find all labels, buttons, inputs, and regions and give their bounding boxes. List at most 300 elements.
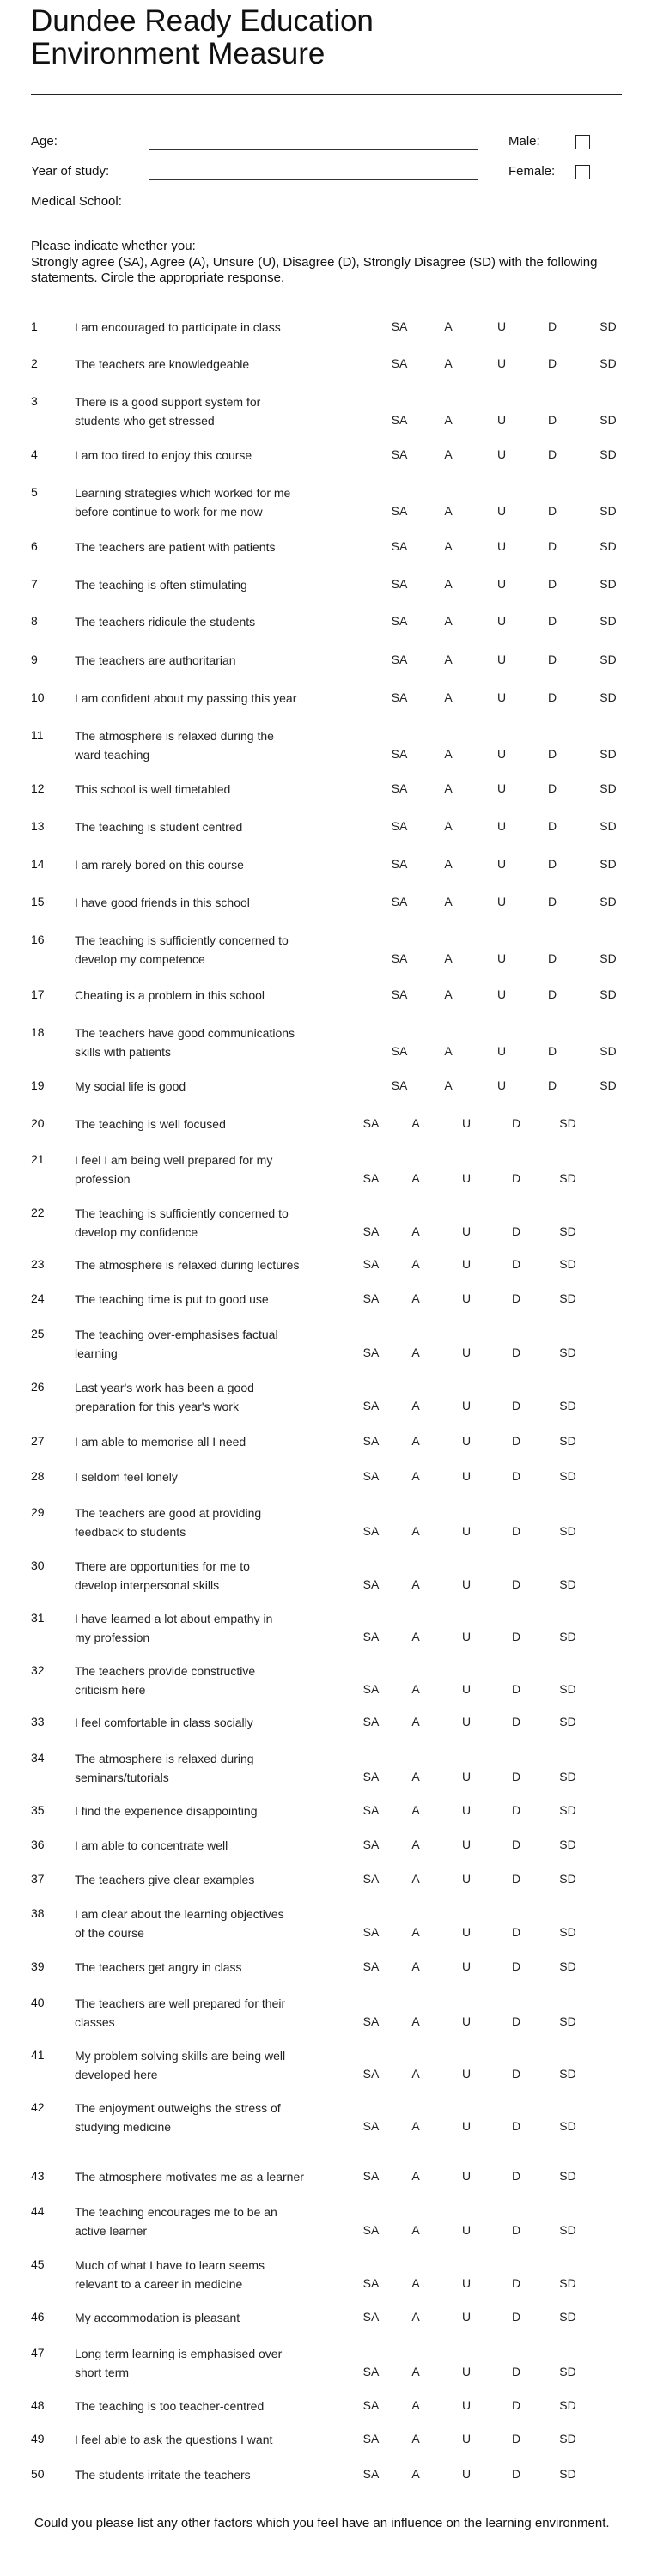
response-option-a[interactable]: A — [411, 1682, 420, 1696]
response-option-u[interactable]: U — [496, 1044, 507, 1058]
response-option-d[interactable]: D — [511, 1524, 521, 1538]
response-option-u[interactable]: U — [461, 2067, 472, 2081]
response-option-sa[interactable]: SA — [362, 2365, 380, 2379]
response-option-sa[interactable]: SA — [391, 690, 408, 704]
item-number: 18 — [31, 1025, 45, 1039]
response-option-sa[interactable]: SA — [362, 1224, 380, 1238]
response-option-d[interactable]: D — [511, 1346, 521, 1359]
item-number: 25 — [31, 1327, 45, 1340]
response-option-sd[interactable]: SD — [599, 614, 617, 628]
response-option-sd[interactable]: SD — [599, 690, 617, 704]
response-option-sa[interactable]: SA — [362, 1715, 380, 1728]
response-option-d[interactable]: D — [511, 1682, 521, 1696]
response-option-a[interactable]: A — [411, 2467, 420, 2481]
response-option-sd[interactable]: SD — [559, 1346, 576, 1359]
response-option-d[interactable]: D — [511, 1770, 521, 1783]
response-option-u[interactable]: U — [461, 1872, 472, 1886]
response-option-sa[interactable]: SA — [391, 951, 408, 965]
response-option-d[interactable]: D — [511, 2169, 521, 2183]
response-option-a[interactable]: A — [411, 1469, 420, 1483]
response-option-sd[interactable]: SD — [559, 2119, 576, 2133]
response-option-u[interactable]: U — [461, 2119, 472, 2133]
response-option-sd[interactable]: SD — [599, 504, 617, 518]
response-option-sd[interactable]: SD — [599, 1044, 617, 1058]
response-option-sa[interactable]: SA — [391, 1044, 408, 1058]
response-option-u[interactable]: U — [461, 1116, 472, 1130]
response-option-u[interactable]: U — [496, 539, 507, 553]
response-option-sa[interactable]: SA — [362, 1959, 380, 1973]
response-option-sd[interactable]: SD — [559, 1224, 576, 1238]
response-option-sd[interactable]: SD — [599, 447, 617, 461]
response-option-u[interactable]: U — [461, 1171, 472, 1185]
response-option-a[interactable]: A — [444, 690, 453, 704]
response-option-sd[interactable]: SD — [559, 2276, 576, 2290]
response-option-sa[interactable]: SA — [391, 539, 408, 553]
item-number: 40 — [31, 1996, 45, 2009]
response-option-u[interactable]: U — [496, 781, 507, 795]
response-option-sa[interactable]: SA — [391, 819, 408, 833]
response-option-u[interactable]: U — [461, 1399, 472, 1413]
response-option-a[interactable]: A — [411, 1434, 420, 1448]
response-option-u[interactable]: U — [461, 1434, 472, 1448]
item-number: 38 — [31, 1906, 45, 1920]
response-option-sd[interactable]: SD — [559, 1399, 576, 1413]
response-option-u[interactable]: U — [496, 747, 507, 761]
item-statement: I find the experience disappointing — [75, 1804, 258, 1818]
response-option-u[interactable]: U — [496, 614, 507, 628]
response-option-sd[interactable]: SD — [559, 1257, 576, 1271]
response-option-sa[interactable]: SA — [362, 1434, 380, 1448]
response-option-sa[interactable]: SA — [362, 1116, 380, 1130]
response-option-d[interactable]: D — [511, 2432, 521, 2445]
item-number: 7 — [31, 577, 38, 591]
response-option-sd[interactable]: SD — [559, 1171, 576, 1185]
age-input-line[interactable] — [149, 149, 478, 150]
response-option-sa[interactable]: SA — [362, 1399, 380, 1413]
item-number: 6 — [31, 539, 38, 553]
item-statement: Cheating is a problem in this school — [75, 988, 265, 1002]
response-option-u[interactable]: U — [496, 951, 507, 965]
response-option-sa[interactable]: SA — [362, 2310, 380, 2324]
response-option-a[interactable]: A — [411, 1925, 420, 1939]
response-option-a[interactable]: A — [444, 951, 453, 965]
response-option-sd[interactable]: SD — [559, 1872, 576, 1886]
response-option-a[interactable]: A — [411, 1872, 420, 1886]
item-statement: I am able to concentrate well — [75, 1838, 228, 1852]
item-number: 31 — [31, 1611, 45, 1625]
form-title-line-1: Dundee Ready Education — [31, 4, 374, 38]
item-statement: Long term learning is emphasised over short term — [75, 2347, 283, 2379]
response-option-a[interactable]: A — [411, 2276, 420, 2290]
response-option-a[interactable]: A — [411, 2119, 420, 2133]
response-option-d[interactable]: D — [547, 614, 557, 628]
response-option-d[interactable]: D — [511, 1630, 521, 1643]
response-option-a[interactable]: A — [444, 319, 453, 333]
item-statement: My accommodation is pleasant — [75, 2311, 240, 2324]
response-option-a[interactable]: A — [411, 1838, 420, 1851]
response-option-sa[interactable]: SA — [391, 857, 408, 871]
response-option-sa[interactable]: SA — [362, 1291, 380, 1305]
response-option-sd[interactable]: SD — [559, 1682, 576, 1696]
response-option-sa[interactable]: SA — [362, 1469, 380, 1483]
response-option-a[interactable]: A — [411, 1224, 420, 1238]
response-option-sa[interactable]: SA — [362, 1346, 380, 1359]
response-option-sd[interactable]: SD — [559, 1925, 576, 1939]
response-option-a[interactable]: A — [411, 2223, 420, 2237]
response-option-u[interactable]: U — [461, 2276, 472, 2290]
response-option-u[interactable]: U — [496, 653, 507, 666]
response-option-u[interactable]: U — [461, 1577, 472, 1591]
response-option-a[interactable]: A — [444, 653, 453, 666]
response-option-a[interactable]: A — [444, 857, 453, 871]
response-option-sd[interactable]: SD — [559, 1469, 576, 1483]
response-option-sa[interactable]: SA — [391, 781, 408, 795]
response-option-sd[interactable]: SD — [599, 987, 617, 1001]
response-option-a[interactable]: A — [444, 447, 453, 461]
response-option-sd[interactable]: SD — [599, 653, 617, 666]
item-number: 47 — [31, 2346, 45, 2360]
response-option-sd[interactable]: SD — [559, 1630, 576, 1643]
response-option-sd[interactable]: SD — [559, 2398, 576, 2412]
response-option-d[interactable]: D — [511, 2365, 521, 2379]
response-option-sd[interactable]: SD — [559, 1434, 576, 1448]
response-option-u[interactable]: U — [461, 2223, 472, 2237]
response-option-d[interactable]: D — [547, 413, 557, 427]
response-option-d[interactable]: D — [547, 577, 557, 591]
response-option-d[interactable]: D — [511, 2467, 521, 2481]
response-option-a[interactable]: A — [411, 2432, 420, 2445]
item-statement: Learning strategies which worked for me before continue to work for me now — [75, 486, 291, 519]
response-option-sd[interactable]: SD — [559, 1770, 576, 1783]
response-option-u[interactable]: U — [461, 1959, 472, 1973]
response-option-u[interactable]: U — [461, 1803, 472, 1817]
response-option-sa[interactable]: SA — [362, 1925, 380, 1939]
item-number: 26 — [31, 1380, 45, 1394]
response-option-sa[interactable]: SA — [362, 1838, 380, 1851]
response-option-a[interactable]: A — [411, 1524, 420, 1538]
response-option-sd[interactable]: SD — [559, 1715, 576, 1728]
response-option-a[interactable]: A — [444, 781, 453, 795]
response-option-a[interactable]: A — [444, 895, 453, 908]
response-option-sa[interactable]: SA — [362, 2119, 380, 2133]
response-option-sa[interactable]: SA — [391, 319, 408, 333]
response-option-a[interactable]: A — [411, 1577, 420, 1591]
item-number: 41 — [31, 2048, 45, 2062]
response-option-sa[interactable]: SA — [391, 413, 408, 427]
item-number: 11 — [31, 728, 44, 742]
item-statement: The teaching time is put to good use — [75, 1292, 269, 1306]
response-option-a[interactable]: A — [411, 2365, 420, 2379]
response-option-sa[interactable]: SA — [362, 1630, 380, 1643]
response-option-d[interactable]: D — [511, 1291, 521, 1305]
response-option-d[interactable]: D — [511, 1399, 521, 1413]
response-option-d[interactable]: D — [511, 1803, 521, 1817]
response-option-d[interactable]: D — [511, 2119, 521, 2133]
response-option-sd[interactable]: SD — [559, 1838, 576, 1851]
response-option-sa[interactable]: SA — [362, 2467, 380, 2481]
response-option-sa[interactable]: SA — [391, 356, 408, 370]
response-option-d[interactable]: D — [511, 1715, 521, 1728]
instructions-scale: Strongly agree (SA), Agree (A), Unsure (U), Disagree (D), Strongly Disagree (SD) with the following statements. Circle the appropriate response. — [31, 254, 598, 285]
response-option-u[interactable]: U — [461, 2467, 472, 2481]
item-statement: My problem solving skills are being well developed here — [75, 2049, 286, 2081]
response-option-u[interactable]: U — [461, 1715, 472, 1728]
response-option-u[interactable]: U — [496, 413, 507, 427]
response-option-u[interactable]: U — [461, 1257, 472, 1271]
response-option-sd[interactable]: SD — [599, 413, 617, 427]
response-option-d[interactable]: D — [547, 690, 557, 704]
response-option-d[interactable]: D — [547, 895, 557, 908]
item-statement: The enjoyment outweighs the stress of studying medicine — [75, 2101, 281, 2134]
response-option-d[interactable]: D — [511, 1224, 521, 1238]
response-option-a[interactable]: A — [444, 614, 453, 628]
response-option-a[interactable]: A — [411, 1715, 420, 1728]
year-input-line[interactable] — [149, 179, 478, 180]
response-option-u[interactable]: U — [496, 504, 507, 518]
response-option-sd[interactable]: SD — [559, 2223, 576, 2237]
response-option-sa[interactable]: SA — [391, 653, 408, 666]
response-option-sd[interactable]: SD — [599, 747, 617, 761]
response-option-a[interactable]: A — [411, 2067, 420, 2081]
response-option-u[interactable]: U — [496, 987, 507, 1001]
response-option-a[interactable]: A — [411, 2014, 420, 2028]
response-option-sa[interactable]: SA — [391, 987, 408, 1001]
response-option-a[interactable]: A — [444, 1078, 453, 1092]
response-option-sd[interactable]: SD — [559, 2014, 576, 2028]
item-number: 24 — [31, 1291, 45, 1305]
response-option-sa[interactable]: SA — [362, 1872, 380, 1886]
item-statement: I am able to memorise all I need — [75, 1435, 246, 1449]
response-option-sd[interactable]: SD — [599, 857, 617, 871]
response-option-sa[interactable]: SA — [362, 1524, 380, 1538]
response-option-d[interactable]: D — [547, 539, 557, 553]
response-option-u[interactable]: U — [461, 1469, 472, 1483]
item-statement: I seldom feel lonely — [75, 1470, 178, 1484]
response-option-d[interactable]: D — [511, 2223, 521, 2237]
item-number: 16 — [31, 933, 45, 946]
response-option-a[interactable]: A — [411, 1291, 420, 1305]
item-statement: The teaching is sufficiently concerned to develop my competence — [75, 933, 289, 966]
response-option-a[interactable]: A — [411, 1630, 420, 1643]
response-option-d[interactable]: D — [547, 951, 557, 965]
response-option-a[interactable]: A — [411, 2398, 420, 2412]
response-option-sa[interactable]: SA — [391, 504, 408, 518]
response-option-sa[interactable]: SA — [362, 1171, 380, 1185]
response-option-sa[interactable]: SA — [391, 447, 408, 461]
form-title — [31, 5, 374, 70]
response-option-sa[interactable]: SA — [362, 2014, 380, 2028]
response-option-u[interactable]: U — [496, 819, 507, 833]
item-statement: This school is well timetabled — [75, 782, 231, 796]
response-option-u[interactable]: U — [496, 319, 507, 333]
response-option-d[interactable]: D — [547, 319, 557, 333]
response-option-d[interactable]: D — [547, 504, 557, 518]
response-option-u[interactable]: U — [461, 2310, 472, 2324]
response-option-u[interactable]: U — [496, 895, 507, 908]
response-option-d[interactable]: D — [511, 1257, 521, 1271]
response-option-sd[interactable]: SD — [559, 2365, 576, 2379]
response-option-a[interactable]: A — [411, 2169, 420, 2183]
response-option-sd[interactable]: SD — [599, 577, 617, 591]
response-option-d[interactable]: D — [511, 1872, 521, 1886]
response-option-sd[interactable]: SD — [559, 2067, 576, 2081]
response-option-u[interactable]: U — [461, 1524, 472, 1538]
response-option-a[interactable]: A — [411, 1257, 420, 1271]
item-statement: The teachers ridicule the students — [75, 615, 256, 629]
response-option-d[interactable]: D — [511, 1434, 521, 1448]
response-option-u[interactable]: U — [461, 1682, 472, 1696]
response-option-sd[interactable]: SD — [559, 1524, 576, 1538]
response-option-d[interactable]: D — [511, 1838, 521, 1851]
response-option-u[interactable]: U — [496, 690, 507, 704]
response-option-d[interactable]: D — [511, 2398, 521, 2412]
item-number: 49 — [31, 2432, 45, 2445]
item-number: 29 — [31, 1505, 45, 1519]
response-option-u[interactable]: U — [461, 1346, 472, 1359]
response-option-d[interactable]: D — [511, 2310, 521, 2324]
response-option-u[interactable]: U — [496, 356, 507, 370]
response-option-u[interactable]: U — [461, 2398, 472, 2412]
response-option-d[interactable]: D — [547, 356, 557, 370]
item-number: 39 — [31, 1959, 45, 1973]
response-option-sd[interactable]: SD — [599, 951, 617, 965]
response-option-sa[interactable]: SA — [362, 2067, 380, 2081]
response-option-a[interactable]: A — [444, 1044, 453, 1058]
item-number: 12 — [31, 781, 45, 795]
response-option-sa[interactable]: SA — [362, 1257, 380, 1271]
response-option-sd[interactable]: SD — [599, 819, 617, 833]
response-option-u[interactable]: U — [461, 2432, 472, 2445]
response-option-u[interactable]: U — [461, 1770, 472, 1783]
response-option-a[interactable]: A — [444, 577, 453, 591]
response-option-a[interactable]: A — [411, 1399, 420, 1413]
response-option-sd[interactable]: SD — [559, 1959, 576, 1973]
response-option-u[interactable]: U — [496, 857, 507, 871]
response-option-a[interactable]: A — [444, 819, 453, 833]
response-option-u[interactable]: U — [496, 1078, 507, 1092]
response-option-sd[interactable]: SD — [559, 1116, 576, 1130]
response-option-sd[interactable]: SD — [559, 1803, 576, 1817]
response-option-sa[interactable]: SA — [391, 614, 408, 628]
item-statement: I am encouraged to participate in class — [75, 320, 281, 334]
response-option-u[interactable]: U — [461, 1291, 472, 1305]
response-option-sd[interactable]: SD — [599, 319, 617, 333]
response-option-sd[interactable]: SD — [559, 2432, 576, 2445]
response-option-a[interactable]: A — [411, 1770, 420, 1783]
response-option-d[interactable]: D — [547, 987, 557, 1001]
response-option-d[interactable]: D — [547, 1044, 557, 1058]
item-statement: I feel I am being well prepared for my profession — [75, 1153, 273, 1186]
response-option-a[interactable]: A — [411, 1959, 420, 1973]
response-option-d[interactable]: D — [511, 1171, 521, 1185]
response-option-sd[interactable]: SD — [559, 2467, 576, 2481]
female-checkbox[interactable] — [575, 165, 590, 179]
response-option-sa[interactable]: SA — [362, 2432, 380, 2445]
response-option-u[interactable]: U — [496, 447, 507, 461]
response-option-a[interactable]: A — [444, 356, 453, 370]
response-option-u[interactable]: U — [461, 1925, 472, 1939]
response-option-sd[interactable]: SD — [559, 1291, 576, 1305]
item-number: 20 — [31, 1116, 45, 1130]
response-option-u[interactable]: U — [496, 577, 507, 591]
response-option-d[interactable]: D — [547, 781, 557, 795]
response-option-sd[interactable]: SD — [599, 539, 617, 553]
response-option-a[interactable]: A — [411, 1116, 420, 1130]
response-option-sa[interactable]: SA — [391, 577, 408, 591]
item-statement: The teachers get angry in class — [75, 1960, 242, 1974]
response-option-d[interactable]: D — [547, 1078, 557, 1092]
response-option-u[interactable]: U — [461, 2365, 472, 2379]
response-option-d[interactable]: D — [511, 1925, 521, 1939]
response-option-a[interactable]: A — [444, 413, 453, 427]
response-option-u[interactable]: U — [461, 2014, 472, 2028]
response-option-a[interactable]: A — [411, 1346, 420, 1359]
response-option-d[interactable]: D — [511, 1469, 521, 1483]
response-option-d[interactable]: D — [547, 447, 557, 461]
response-option-a[interactable]: A — [444, 987, 453, 1001]
item-number: 50 — [31, 2467, 45, 2481]
response-option-d[interactable]: D — [547, 653, 557, 666]
response-option-sa[interactable]: SA — [391, 747, 408, 761]
response-option-u[interactable]: U — [461, 1838, 472, 1851]
response-option-sa[interactable]: SA — [391, 1078, 408, 1092]
response-option-sd[interactable]: SD — [559, 1577, 576, 1591]
item-number: 27 — [31, 1434, 45, 1448]
response-option-sa[interactable]: SA — [362, 2169, 380, 2183]
item-number: 14 — [31, 857, 45, 871]
response-option-d[interactable]: D — [511, 1116, 521, 1130]
response-option-a[interactable]: A — [411, 1803, 420, 1817]
response-option-sd[interactable]: SD — [599, 1078, 617, 1092]
response-option-sd[interactable]: SD — [599, 356, 617, 370]
response-option-sd[interactable]: SD — [599, 895, 617, 908]
response-option-sd[interactable]: SD — [559, 2310, 576, 2324]
response-option-d[interactable]: D — [511, 2014, 521, 2028]
response-option-sa[interactable]: SA — [362, 1682, 380, 1696]
response-option-u[interactable]: U — [461, 1224, 472, 1238]
item-statement: The teachers have good communications skills with patients — [75, 1026, 295, 1059]
response-option-d[interactable]: D — [511, 1959, 521, 1973]
response-option-u[interactable]: U — [461, 2169, 472, 2183]
item-number: 19 — [31, 1078, 45, 1092]
response-option-d[interactable]: D — [547, 819, 557, 833]
response-option-a[interactable]: A — [411, 2310, 420, 2324]
response-option-sa[interactable]: SA — [362, 2398, 380, 2412]
response-option-a[interactable]: A — [444, 747, 453, 761]
response-option-sa[interactable]: SA — [362, 1803, 380, 1817]
response-option-sd[interactable]: SD — [559, 2169, 576, 2183]
response-option-d[interactable]: D — [511, 1577, 521, 1591]
response-option-sa[interactable]: SA — [391, 895, 408, 908]
response-option-a[interactable]: A — [444, 539, 453, 553]
response-option-d[interactable]: D — [547, 857, 557, 871]
response-option-d[interactable]: D — [511, 2067, 521, 2081]
response-option-a[interactable]: A — [411, 1171, 420, 1185]
title-divider — [31, 94, 622, 95]
item-statement: I feel comfortable in class socially — [75, 1716, 253, 1729]
male-checkbox[interactable] — [575, 135, 590, 149]
response-option-a[interactable]: A — [444, 504, 453, 518]
response-option-sd[interactable]: SD — [599, 781, 617, 795]
response-option-sa[interactable]: SA — [362, 1770, 380, 1783]
response-option-sa[interactable]: SA — [362, 2276, 380, 2290]
item-statement: My social life is good — [75, 1079, 186, 1093]
response-option-sa[interactable]: SA — [362, 1577, 380, 1591]
response-option-d[interactable]: D — [511, 2276, 521, 2290]
response-option-u[interactable]: U — [461, 1630, 472, 1643]
response-option-d[interactable]: D — [547, 747, 557, 761]
response-option-sa[interactable]: SA — [362, 2223, 380, 2237]
